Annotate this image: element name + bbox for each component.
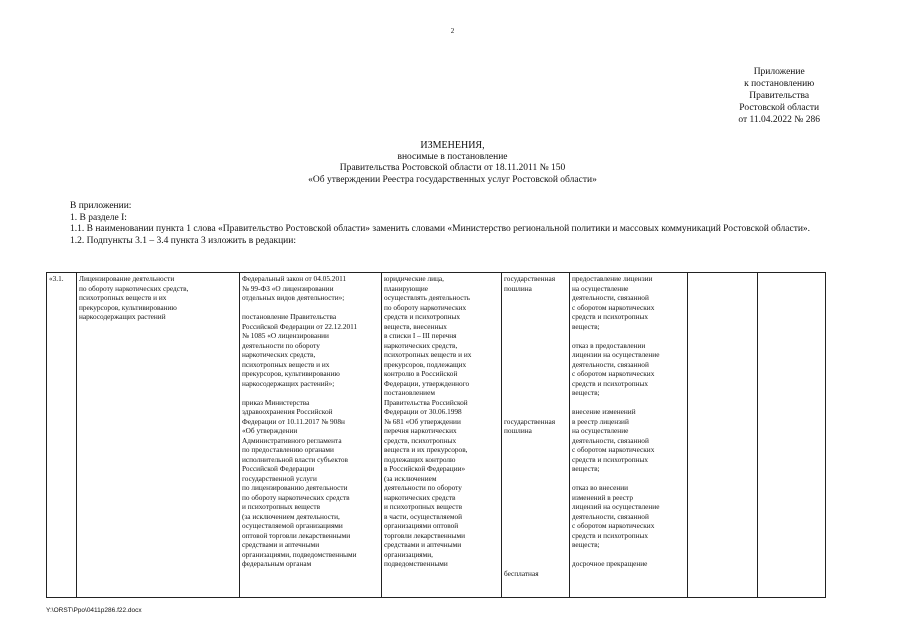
appendix-block [738,66,820,126]
page-number: 2 [450,27,455,35]
body-paragraph: 1. В разделе I: [70,212,127,223]
services-table [46,272,826,598]
table-cell-result: предоставление лицензии на осуществление деятельности, связанной с оборотом наркотических средств и психотропных веществ; отказ в предоставлении лицензии на осуществление деятельности, связанной с оборотом наркотических средств и психотропных веществ; внесение изменений в реестр лицензий на осуществление деятельности, связанной с оборотом наркотических средств и психотропных веществ; отказ во внесении изменений в реестр лицензий на осуществление деятельности, связанной с оборотом наркотических средств и психотропных веществ; досрочное прекращение [570,273,688,598]
title-subline: вносимые в постановление [397,151,508,162]
appendix-line: к постановлению [744,79,815,89]
title-heading: ИЗМЕНЕНИЯ, [420,140,485,151]
document-title [0,140,905,186]
document-body [46,201,866,247]
table-cell-number: «3.1. [47,273,77,598]
title-subline: «Об утверждении Реестра государственных услуг Ростовской области» [308,174,597,185]
table-cell-recipients: юридические лица, планирующие осуществлять деятельность по обороту наркотических средств и психотропных веществ, внесенных в списки I – III перечня наркотических средств, психотропных веществ и их прекурсоров, подлежащих контролю в Российской Федерации, утвержденного постановлением Правительства Российской Федерации от 30.06.1998 № 681 «Об утверждении перечня наркотических средств, психотропных веществ и их прекурсоров, подлежащих контролю в Российской Федерации» (за исключением деятельности по обороту наркотических средств и психотропных веществ в части, осуществляемой организациями оптовой торговли лекарственными средствами и аптечными организациями, подведомственными [382,273,502,598]
appendix-line: от 11.04.2022 № 286 [738,115,820,125]
table-cell-fee: государственная пошлина государственная пошлина бесплатная [502,273,570,598]
table-cell-empty [758,273,826,598]
table-row [47,273,826,598]
body-paragraph: 1.1. В наименовании пункта 1 слова «Правительство Ростовской области» заменить словами «Министерство региональной политики и массовых коммуникаций Ростовской области». [70,224,811,234]
body-paragraph: В приложении: [70,201,132,211]
table-cell-empty [688,273,758,598]
appendix-line: Ростовской области [739,103,820,113]
file-path-footer: Y:\ORST\Ppo\0411p286.f22.docx [46,607,142,614]
body-paragraph: 1.2. Подпункты 3.1 – 3.4 пункта 3 изложить в редакции: [70,235,296,246]
table-cell-legal-basis: Федеральный закон от 04.05.2011 № 99-ФЗ «О лицензировании отдельных видов деятельности»; постановление Правительства Российской Федерации от 22.12.2011 № 1085 «О лицензировании деятельности по обороту наркотических средств, психотропных веществ и их прекурсоров, культивированию наркосодержащих растений»; приказ Министерства здравоохранения Российской Федерации от 10.11.2017 № 908н «Об утверждении Административного регламента по предоставлению органами исполнительной власти субъектов Российской Федерации государственной услуги по лицензированию деятельности по обороту наркотических средств и психотропных веществ (за исключением деятельности, осуществляемой организациями оптовой торговли лекарственными средствами и аптечными организациями, подведомственными федеральным органам [240,273,382,598]
appendix-line: Правительства [749,91,810,101]
title-subline: Правительства Ростовской области от 18.11.2011 № 150 [339,163,566,173]
appendix-line: Приложение [753,67,805,77]
table-cell-service: Лицензирование деятельности по обороту наркотических средств, психотропных веществ и их прекурсоров, культивированию наркосодержащих растений [77,273,240,598]
